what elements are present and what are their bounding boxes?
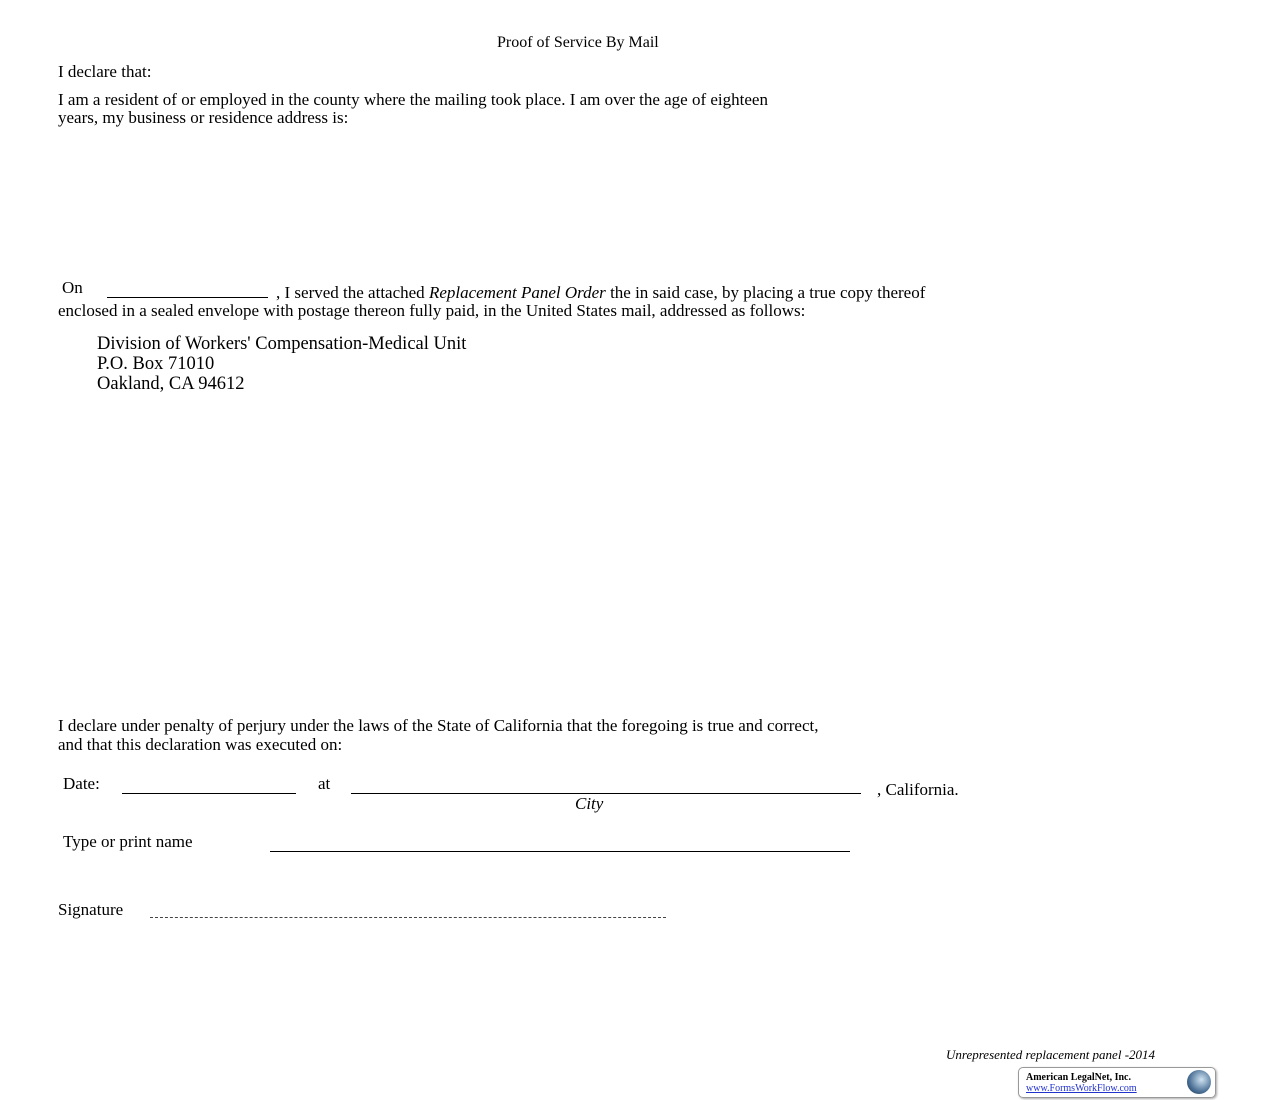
- document-name: Replacement Panel Order: [428, 283, 606, 302]
- signature-label: Signature: [58, 900, 124, 919]
- address-line-1: Division of Workers' Compensation-Medical Unit: [97, 334, 467, 354]
- signature-field[interactable]: [150, 917, 666, 918]
- service-text-post: the in said case, by placing a true copy thereof: [605, 283, 926, 302]
- california-label: , California.: [877, 780, 959, 799]
- at-label: at: [318, 774, 331, 793]
- service-text-line-2: enclosed in a sealed envelope with postage thereon fully paid, in the United States mail, addressed as follows:: [58, 301, 806, 320]
- service-text-line-1: [276, 283, 925, 303]
- name-label: Type or print name: [63, 832, 193, 851]
- address-line-3: Oakland, CA 94612: [97, 374, 245, 394]
- declare-intro: I declare that:: [58, 62, 152, 81]
- globe-icon: [1187, 1070, 1211, 1094]
- logo-name: American LegalNet, Inc.: [1026, 1072, 1131, 1083]
- date-field[interactable]: [122, 793, 296, 794]
- city-field[interactable]: [351, 793, 861, 794]
- page-title: Proof of Service By Mail: [497, 34, 659, 51]
- city-caption: City: [575, 794, 604, 813]
- resident-line-1: I am a resident of or employed in the county where the mailing took place. I am over the age of eighteen: [58, 90, 768, 109]
- resident-line-2: years, my business or residence address is:: [58, 108, 349, 127]
- name-field[interactable]: [270, 851, 850, 852]
- date-label: Date:: [63, 774, 100, 793]
- logo-url[interactable]: www.FormsWorkFlow.com: [1026, 1083, 1137, 1094]
- service-text-pre: , I served the attached: [276, 283, 429, 302]
- address-line-2: P.O. Box 71010: [97, 354, 215, 374]
- footer-note: Unrepresented replacement panel -2014: [946, 1047, 1156, 1062]
- on-label: On: [62, 278, 83, 297]
- perjury-line-2: and that this declaration was executed on:: [58, 735, 343, 754]
- american-legalnet-logo[interactable]: [1018, 1067, 1216, 1098]
- service-date-field[interactable]: [107, 297, 268, 298]
- perjury-line-1: I declare under penalty of perjury under the laws of the State of California that the foregoing is true and correct,: [58, 716, 819, 735]
